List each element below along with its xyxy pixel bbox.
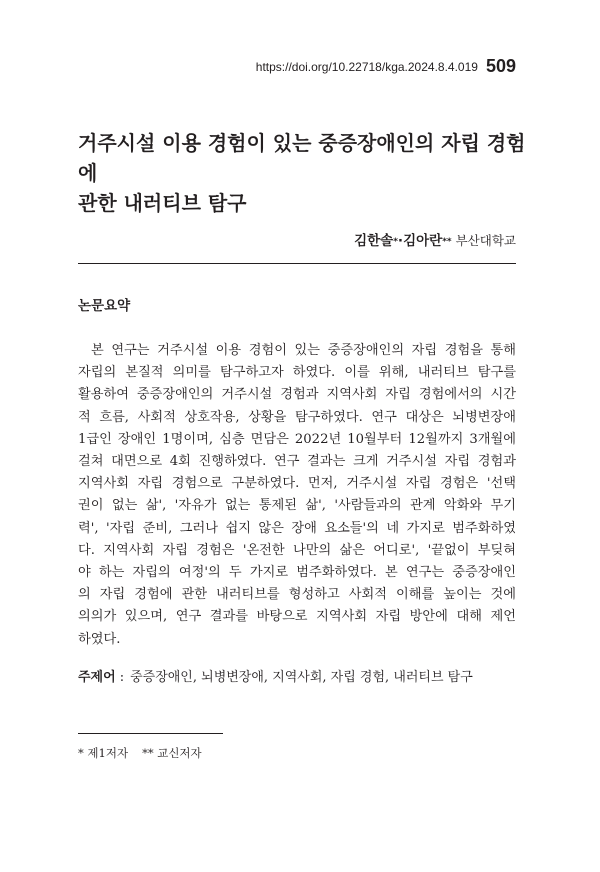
abstract-line: 권이 없는 삶', '자유가 없는 통제된 삶', '사람들과의 관계 악화와 무기: [78, 498, 516, 514]
author-2: 김아란: [403, 233, 443, 249]
abstract-line: 걸쳐 대면으로 4회 진행하였다. 연구 결과는 크게 거주시설 자립 경험과: [78, 454, 516, 470]
abstract-line: 의 자립 경험에 관한 내러티브를 형성하고 사회적 이해를 높이는 것에: [78, 587, 516, 603]
abstract-line: 본 연구는 거주시설 이용 경험이 있는 중증장애인의 자립 경험을 통해: [91, 343, 516, 358]
keywords-label: 주제어: [78, 670, 116, 685]
paper-title: [78, 128, 538, 218]
footnote-first-author: * 제1저자: [78, 746, 129, 760]
author-2-mark: **: [442, 237, 452, 247]
keywords-list: 중증장애인, 뇌병변장애, 지역사회, 자립 경험, 내러티브 탐구: [130, 670, 473, 685]
abstract-line: 지역사회 자립 경험으로 구분하였다. 먼저, 거주시설 자립 경험은 '선택: [78, 476, 516, 492]
title-divider: [78, 263, 516, 264]
abstract-body: [78, 340, 516, 651]
author-separator: ·: [397, 233, 404, 249]
abstract-line: 다. 지역사회 자립 경험은 '온전한 나만의 삶은 어디로', '끝없이 부딪혀: [78, 542, 516, 558]
affiliation: 부산대학교: [455, 233, 516, 248]
abstract-line: 활용하여 중증장애인의 거주시설 경험과 지역사회 자립 경험에서의 시간: [78, 387, 516, 403]
abstract-line: 의의가 있으며, 연구 결과를 바탕으로 지역사회 자립 방안에 대해 제언: [78, 609, 516, 625]
abstract-heading: 논문요약: [78, 298, 131, 314]
doi-link[interactable]: https://doi.org/10.22718/kga.2024.8.4.019: [255, 60, 478, 74]
abstract-line: 력', '자립 준비, 그러나 쉽지 않은 장애 요소들'의 네 가지로 범주화하였: [78, 520, 516, 536]
author-1: 김한솔: [354, 233, 394, 249]
page-number: 509: [485, 56, 516, 76]
footnote-corresponding-author: ** 교신저자: [142, 746, 202, 760]
author-line: [354, 229, 516, 249]
abstract-line: 자립의 본질적 의미를 탐구하고자 하였다. 이를 위해, 내러티브 탐구를: [78, 365, 516, 381]
abstract-line: 야 하는 자립의 여정'의 두 가지로 범주화하였다. 본 연구는 중증장애인: [78, 565, 516, 581]
author-1-mark: *: [393, 237, 398, 247]
abstract-line: 1급인 장애인 1명이며, 심층 면담은 2022년 10월부터 12월까지 3개월에: [78, 431, 516, 447]
footnote-divider: [78, 733, 223, 734]
abstract-line: 하였다.: [78, 631, 121, 647]
page-header: [256, 56, 516, 77]
footnotes: [78, 745, 202, 761]
abstract-line: 적 흐름, 사회적 상호작용, 상황을 탐구하였다. 연구 대상은 뇌병변장애: [78, 409, 516, 425]
keywords-colon: :: [119, 670, 125, 685]
keywords: [78, 666, 473, 685]
title-line-1: 거주시설 이용 경험이 있는 중증장애인의 자립 경험에: [78, 131, 526, 185]
title-line-2: 관한 내러티브 탐구: [78, 191, 247, 215]
